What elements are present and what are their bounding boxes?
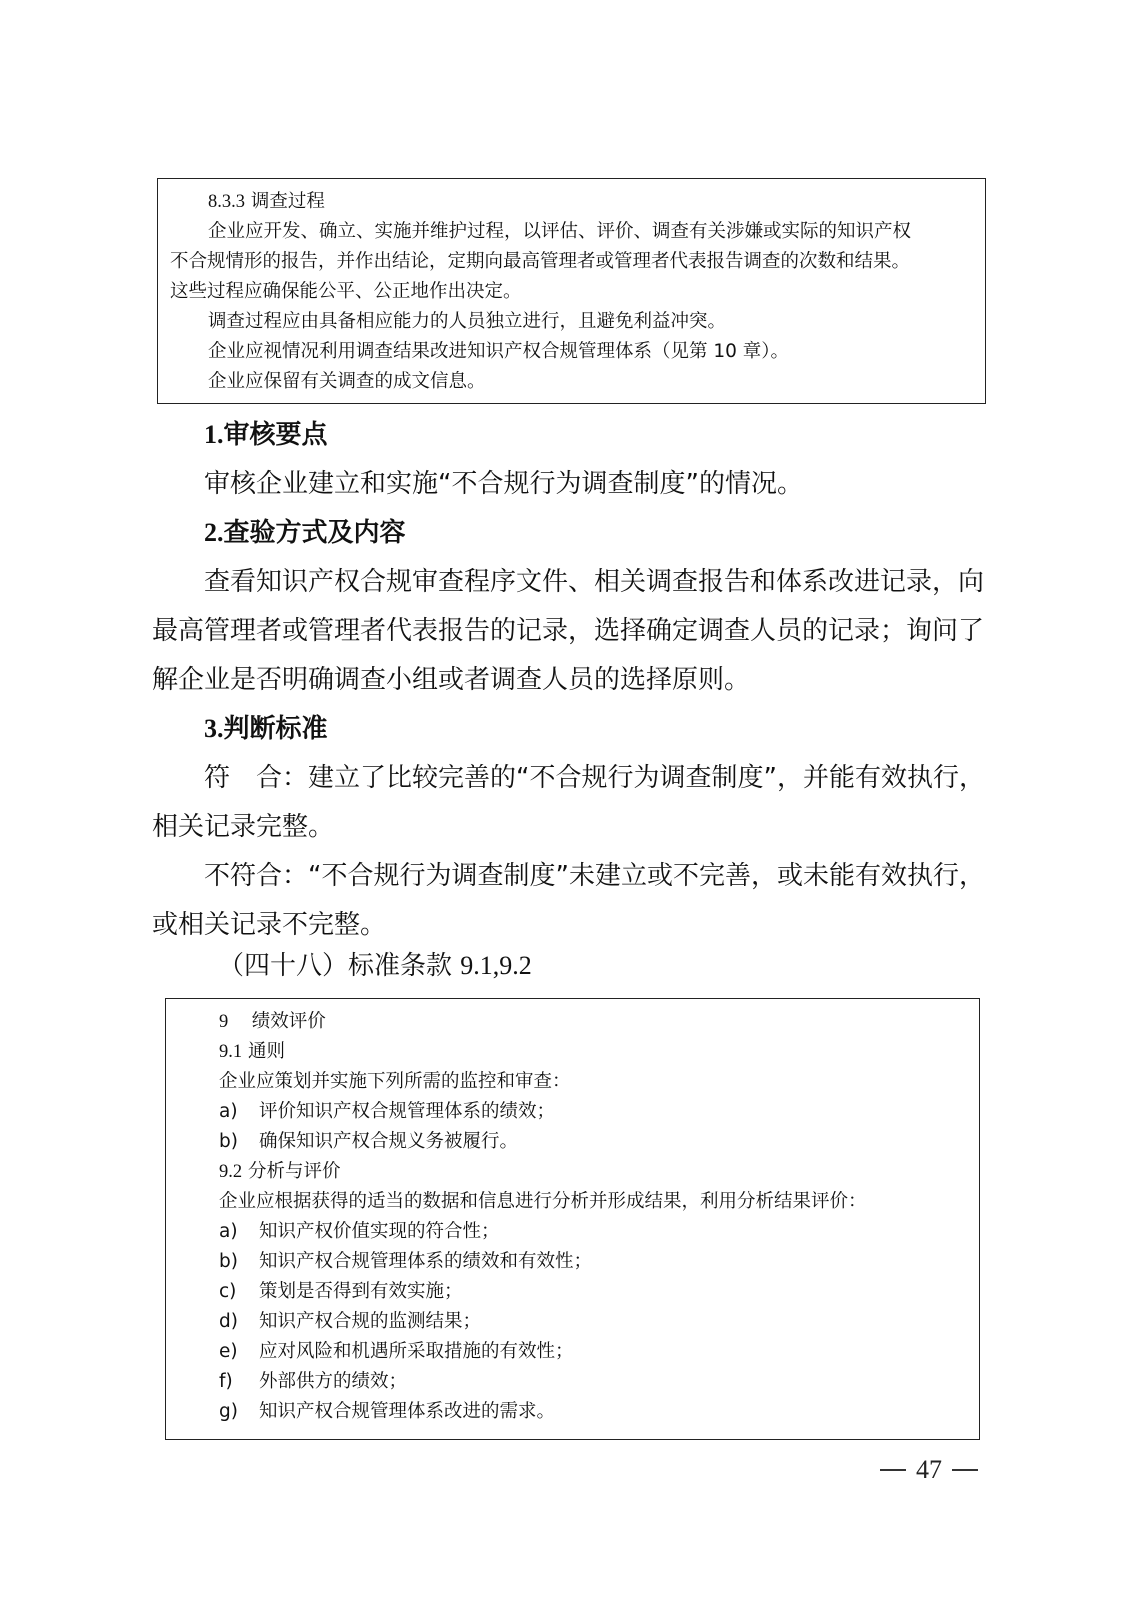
section-3-heading-number: 3. (204, 714, 224, 743)
standard-excerpt-box-9 (165, 998, 980, 1440)
box2-chapter-title: 绩效评价 (251, 1011, 326, 1032)
box2-s91-intro: 企业应策划并实施下列所需的监控和审查： (219, 1071, 571, 1092)
list-item-text: 知识产权合规管理体系的绩效和有效性； (259, 1251, 593, 1272)
box2-s92-number: 9.2 (219, 1162, 243, 1182)
list-item-label: a) (219, 1101, 238, 1122)
list-item-label: d) (219, 1311, 238, 1332)
box2-s91-heading (219, 1037, 965, 1067)
section-2-line1: 查看知识产权合规审查程序文件、相关调查报告和体系改进记录，向 (204, 567, 985, 597)
body-section-3 (152, 704, 992, 950)
list-item (219, 1307, 965, 1337)
list-item (219, 1097, 965, 1127)
list-item-label: f) (219, 1371, 233, 1392)
box2-chapter-heading (219, 1007, 965, 1037)
list-item (219, 1367, 965, 1397)
page-number-left-dash (880, 1469, 906, 1471)
section-2-line3: 解企业是否明确调查小组或者调查人员的选择原则。 (152, 665, 751, 695)
list-item-text: 确保知识产权合规义务被履行。 (259, 1131, 519, 1152)
box1-para2: 调查过程应由具备相应能力的人员独立进行，且避免利益冲突。 (208, 311, 727, 332)
list-item (219, 1127, 965, 1157)
list-item (219, 1277, 965, 1307)
box2-s91-number: 9.1 (219, 1042, 243, 1062)
box1-para1-line3: 这些过程应确保能公平、公正地作出决定。 (170, 281, 522, 302)
section-3-heading-text: 判断标准 (223, 714, 328, 744)
box1-para3: 企业应视情况利用调查结果改进知识产权合规管理体系（见第 10 章）。 (208, 341, 790, 362)
section-1-heading-number: 1. (204, 420, 224, 449)
box2-s92-title: 分析与评价 (248, 1161, 341, 1182)
clause-label: （四十八）标准条款 (218, 951, 453, 981)
box1-section-heading (170, 187, 973, 217)
box1-para4: 企业应保留有关调查的成文信息。 (208, 371, 486, 392)
list-item-text: 知识产权合规的监测结果； (259, 1311, 482, 1332)
list-item-text: 策划是否得到有效实施； (259, 1281, 463, 1302)
list-item (219, 1217, 965, 1247)
list-item-text: 知识产权价值实现的符合性； (259, 1221, 500, 1242)
section-2-heading-number: 2. (204, 518, 224, 547)
section-3-heading (152, 704, 992, 754)
list-item-label: g) (219, 1401, 238, 1422)
section-1-body: 审核企业建立和实施“不合规行为调查制度”的情况。 (204, 469, 803, 499)
list-item-label: c) (219, 1281, 237, 1302)
section-3-conform-line1: 符 合：建立了比较完善的“不合规行为调查制度”，并能有效执行， (204, 763, 985, 793)
page-number-value: 47 (916, 1455, 942, 1484)
section-2-line2: 最高管理者或管理者代表报告的记录，选择确定调查人员的记录；询问了 (152, 616, 985, 646)
standard-clause-heading (218, 946, 532, 986)
list-item-text: 知识产权合规管理体系改进的需求。 (259, 1401, 556, 1422)
list-item-label: e) (219, 1341, 238, 1362)
box1-para1-line2: 不合规情形的报告，并作出结论，定期向最高管理者或管理者代表报告调查的次数和结果。 (170, 251, 911, 272)
list-item-text: 评价知识产权合规管理体系的绩效； (259, 1101, 556, 1122)
page-number (880, 1455, 978, 1485)
section-3-nonconform-line2: 或相关记录不完整。 (152, 910, 387, 940)
box1-section-number: 8.3.3 (208, 192, 245, 212)
section-1-heading (152, 410, 992, 460)
clause-numbers: 9.1,9.2 (460, 951, 532, 980)
list-item-text: 外部供方的绩效； (259, 1371, 408, 1392)
section-2-heading-text: 查验方式及内容 (223, 518, 406, 548)
list-item (219, 1337, 965, 1367)
section-2-heading (152, 508, 992, 558)
list-item-text: 应对风险和机遇所采取措施的有效性； (259, 1341, 574, 1362)
list-item (219, 1247, 965, 1277)
list-item-label: b) (219, 1131, 238, 1152)
list-item-label: a) (219, 1221, 238, 1242)
page-number-right-dash (952, 1469, 978, 1471)
section-3-conform-line2: 相关记录完整。 (152, 812, 335, 842)
box2-s92-intro: 企业应根据获得的适当的数据和信息进行分析并形成结果，利用分析结果评价： (219, 1191, 867, 1212)
section-1-heading-text: 审核要点 (223, 420, 328, 450)
body-section-1 (152, 410, 992, 509)
list-item (219, 1397, 965, 1427)
box2-s92-heading (219, 1157, 965, 1187)
box1-para1-line1: 企业应开发、确立、实施并维护过程，以评估、评价、调查有关涉嫌或实际的知识产权 (208, 221, 912, 242)
box2-chapter-number: 9 (219, 1012, 229, 1032)
list-item-label: b) (219, 1251, 238, 1272)
box2-s91-title: 通则 (248, 1041, 286, 1062)
box1-section-title: 调查过程 (250, 191, 325, 212)
standard-excerpt-box-8-3-3 (157, 178, 986, 404)
body-section-2 (152, 508, 992, 705)
section-3-nonconform-line1: 不符合：“不合规行为调查制度”未建立或不完善，或未能有效执行， (204, 861, 985, 891)
